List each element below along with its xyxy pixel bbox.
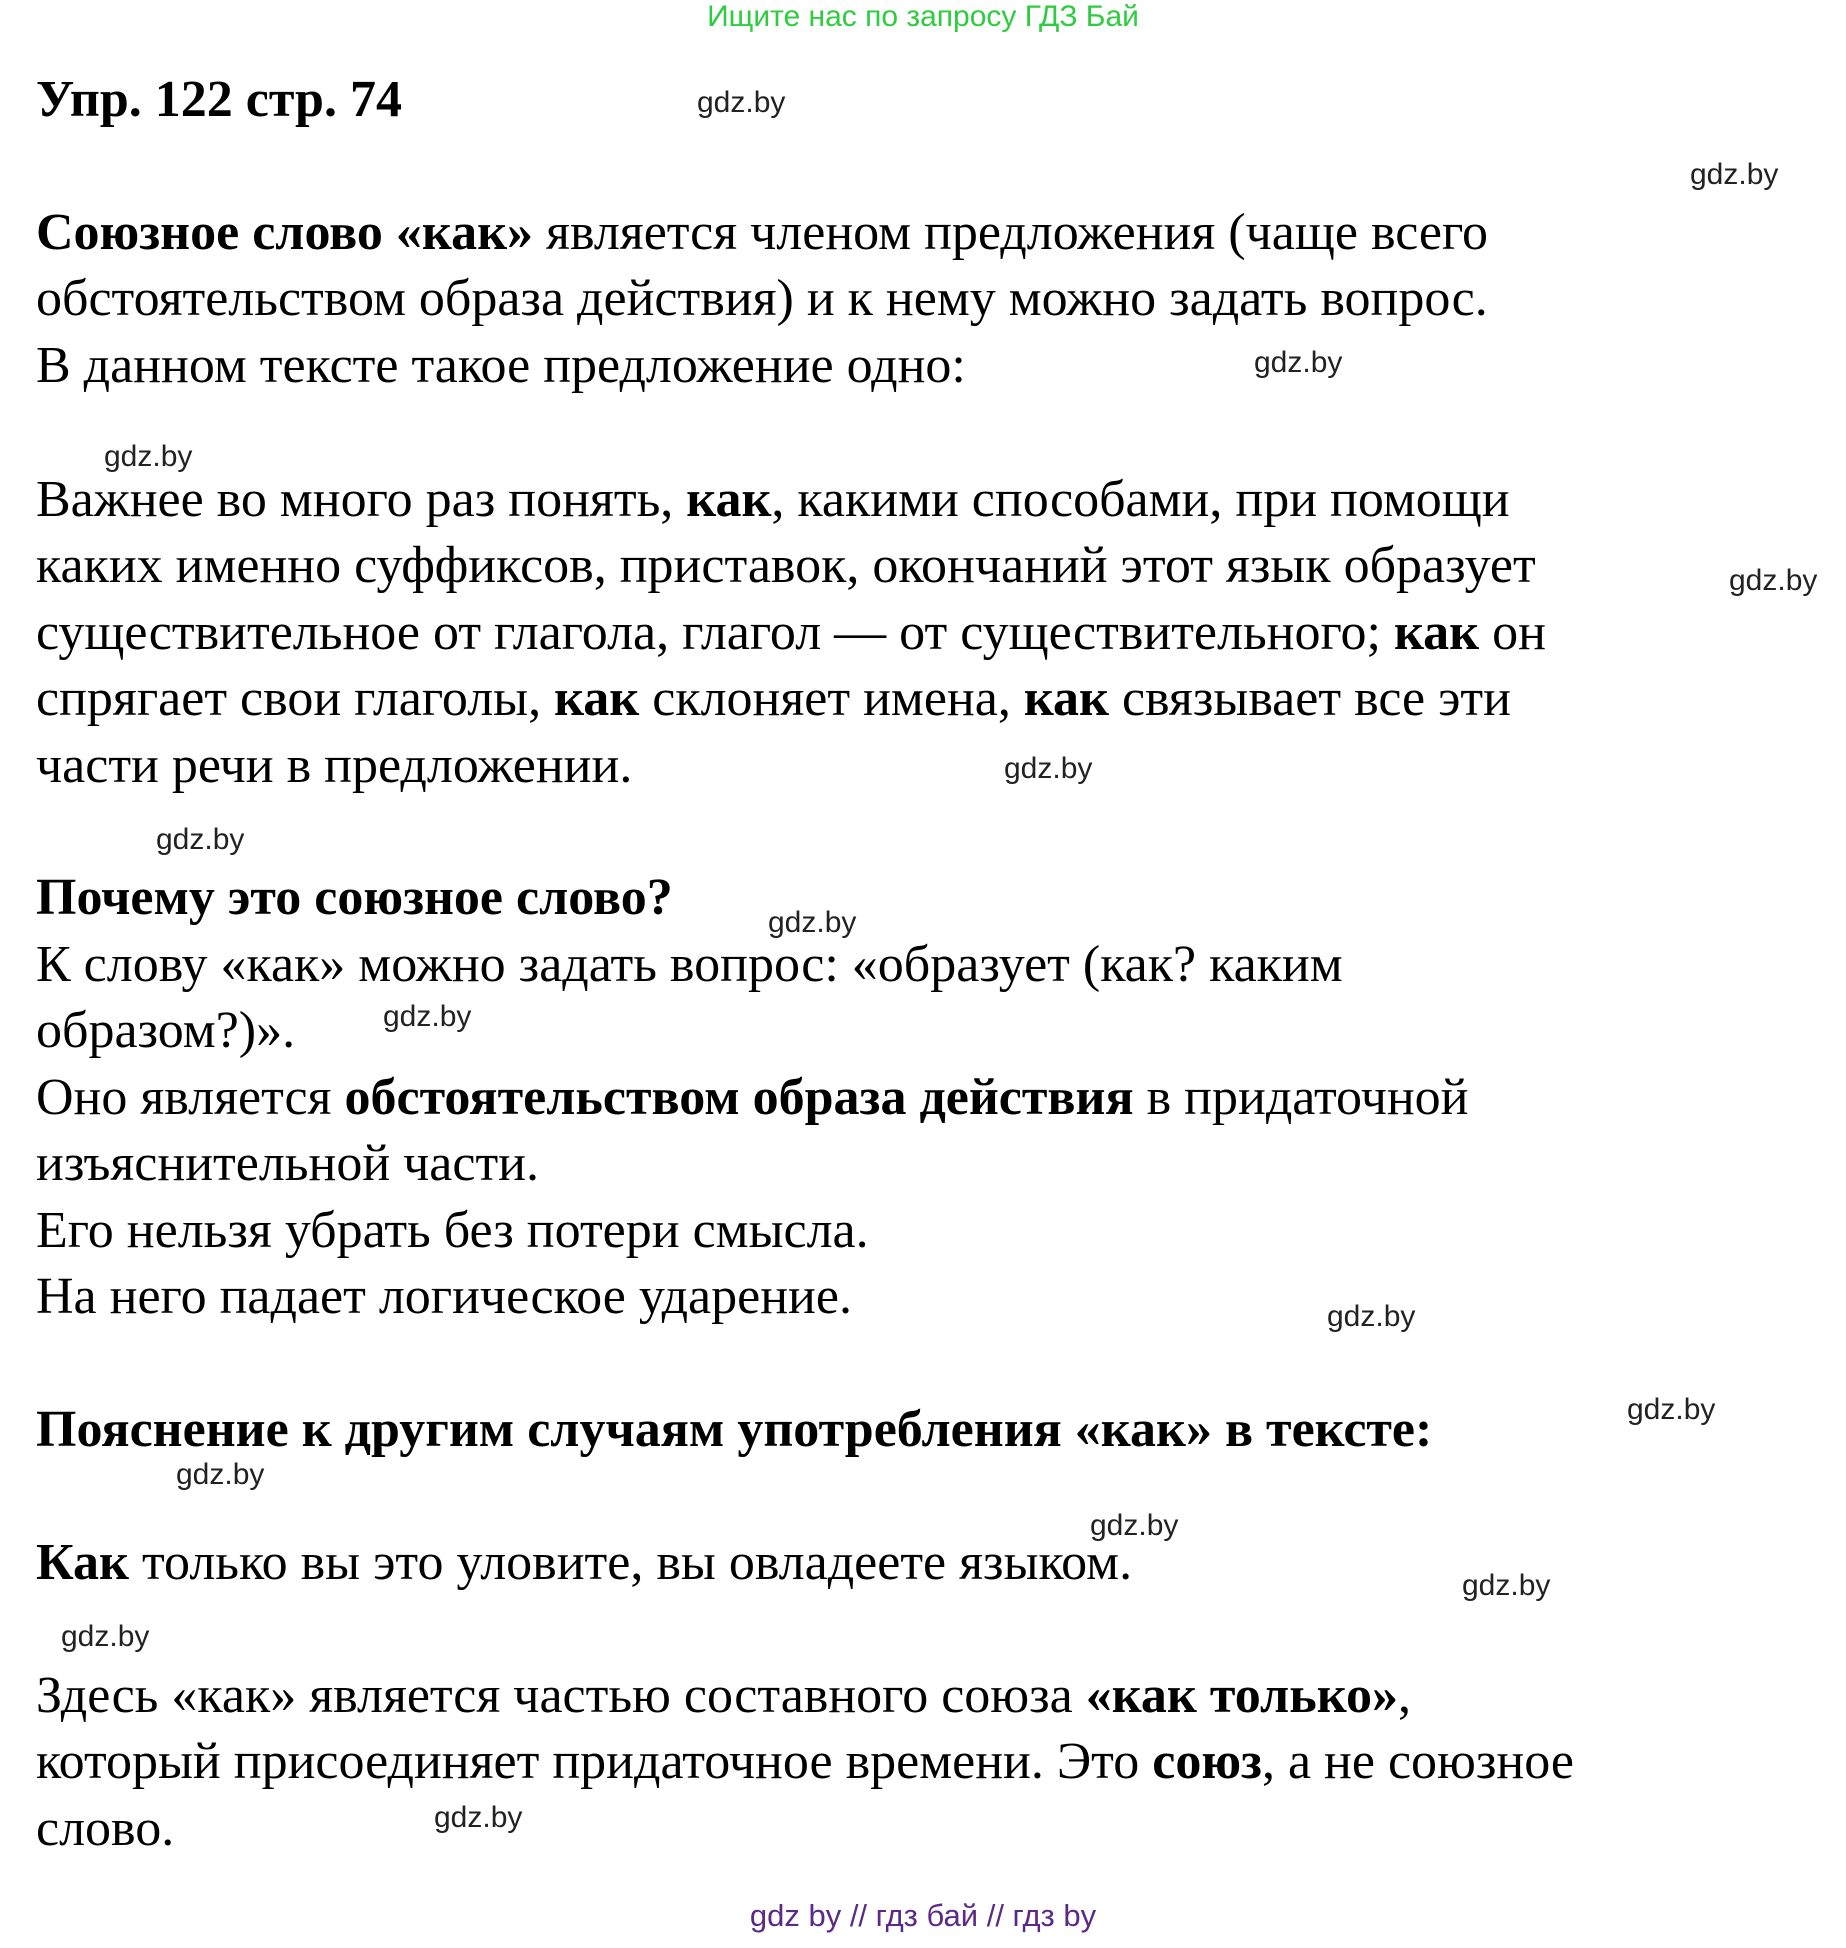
quote-line-5: части речи в предложении. xyxy=(36,737,633,794)
why-line-6: На него падает логическое ударение. xyxy=(36,1268,852,1325)
text: , а не союзное xyxy=(1261,1733,1574,1790)
quote-line-2: каких именно суффиксов, приставок, окончаний этот язык образует xyxy=(36,537,1536,594)
other-line-2 xyxy=(36,1732,1574,1791)
watermark: gdz.by xyxy=(1729,564,1818,597)
watermark: gdz.by xyxy=(434,1801,523,1834)
text: который присоединяет придаточное времени. Это xyxy=(36,1733,1153,1790)
kak-bold: как xyxy=(686,471,772,528)
watermark: gdz.by xyxy=(1327,1300,1416,1333)
text: Важнее во много раз понять, xyxy=(36,471,687,528)
quote-line-4 xyxy=(36,669,1511,728)
text: является членом предложения (чаще всего xyxy=(533,204,1489,261)
watermark: gdz.by xyxy=(383,1000,472,1033)
watermark: gdz.by xyxy=(697,86,786,119)
watermark: gdz.by xyxy=(1090,1509,1179,1542)
text: только вы это уловите, вы овладеете языком. xyxy=(128,1534,1133,1591)
kak-bold: Как xyxy=(36,1534,129,1591)
watermark: gdz.by xyxy=(1254,346,1343,379)
watermark: gdz.by xyxy=(1690,158,1779,191)
footer-links: gdz by // гдз бай // гдз by xyxy=(749,1898,1097,1933)
kak-bold: как xyxy=(554,670,640,727)
watermark: gdz.by xyxy=(156,823,245,856)
term-bold: обстоятельством образа действия xyxy=(344,1069,1134,1126)
text: склоняет имена, xyxy=(639,670,1024,727)
text: связывает все эти xyxy=(1108,670,1511,727)
watermark: gdz.by xyxy=(104,440,193,473)
top-banner: Ищите нас по запросу ГДЗ Бай xyxy=(707,0,1139,33)
text: , какими способами, при помощи xyxy=(771,471,1510,528)
text: он xyxy=(1479,604,1546,661)
other-heading: Пояснение к другим случаям употребления «как» в тексте: xyxy=(36,1401,1433,1458)
text: Оно является xyxy=(36,1069,345,1126)
intro-line-3: В данном тексте такое предложение одно: xyxy=(36,337,966,394)
watermark: gdz.by xyxy=(1462,1569,1551,1602)
quote-line-1 xyxy=(36,470,1510,529)
text: , xyxy=(1398,1667,1412,1724)
why-line-4: изъяснительной части. xyxy=(36,1135,540,1192)
watermark: gdz.by xyxy=(1627,1393,1716,1426)
intro-line-2: обстоятельством образа действия) и к нему можно задать вопрос. xyxy=(36,270,1488,327)
why-line-5: Его нельзя убрать без потери смысла. xyxy=(36,1202,869,1259)
quote-line-3 xyxy=(36,603,1546,662)
text: в придаточной xyxy=(1133,1069,1469,1126)
why-line-2: образом?)». xyxy=(36,1002,296,1059)
other-example xyxy=(36,1533,1132,1592)
term-bold: Союзное слово «как» xyxy=(36,204,534,261)
why-heading: Почему это союзное слово? xyxy=(36,869,673,926)
text: существительное от глагола, глагол — от существительного; xyxy=(36,604,1394,661)
watermark: gdz.by xyxy=(61,1620,150,1653)
why-line-1: К слову «как» можно задать вопрос: «образует (как? каким xyxy=(36,936,1343,993)
watermark: gdz.by xyxy=(176,1458,265,1491)
kak-bold: как xyxy=(1393,604,1480,661)
watermark: gdz.by xyxy=(768,906,857,939)
exercise-title: Упр. 122 стр. 74 xyxy=(36,71,402,128)
why-line-3 xyxy=(36,1068,1469,1127)
kak-bold: как xyxy=(1023,670,1109,727)
term-bold: «как только» xyxy=(1085,1667,1399,1724)
text: Здесь «как» является частью составного союза xyxy=(36,1667,1086,1724)
other-line-1 xyxy=(36,1666,1411,1725)
term-bold: союз xyxy=(1152,1733,1262,1790)
text: спрягает свои глаголы, xyxy=(36,670,555,727)
other-line-3: слово. xyxy=(36,1800,175,1857)
intro-line-1 xyxy=(36,203,1488,262)
watermark: gdz.by xyxy=(1004,752,1093,785)
